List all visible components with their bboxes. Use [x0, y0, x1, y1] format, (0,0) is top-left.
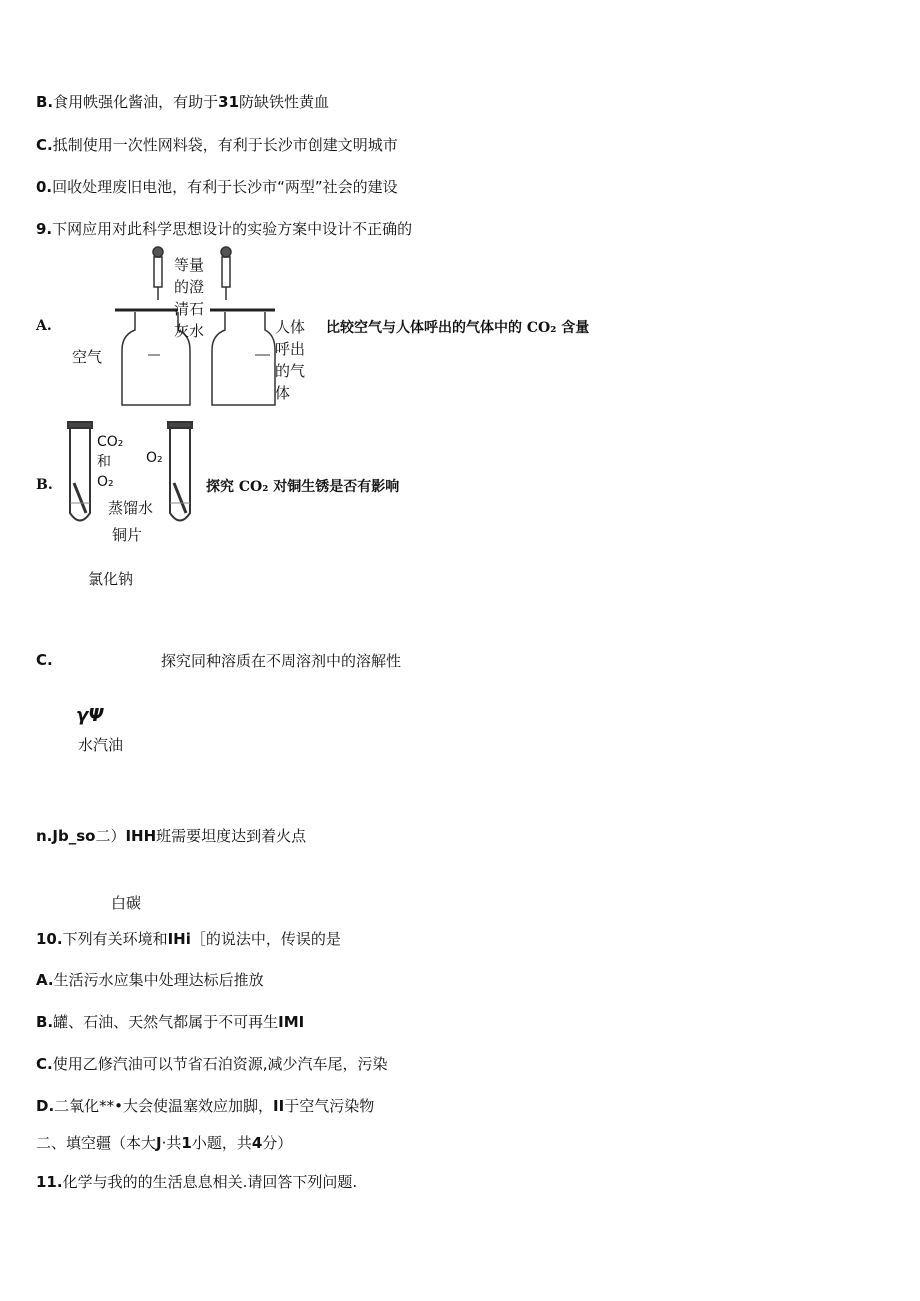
option-d-text: 二） [95, 827, 126, 845]
dropper-label-line: 的澄 [174, 278, 205, 296]
q10-option-b [36, 1012, 304, 1032]
solvents-label: 水汽油 [78, 736, 124, 754]
right-gas-label: O₂ [146, 450, 163, 466]
question-10 [36, 929, 341, 949]
white-carbon-label: 白碳 [111, 894, 142, 912]
question-10-text: 下列有关环境和 [62, 930, 168, 948]
bottle-right-icon [212, 312, 275, 405]
q10-option-c-prefix: C. [36, 1055, 53, 1073]
distilled-water-label: 蒸馏水 [108, 499, 154, 517]
question-9 [36, 219, 412, 239]
question-11 [36, 1172, 357, 1192]
left-gas-line: O₂ [97, 474, 114, 490]
q10-option-d [36, 1096, 374, 1116]
test-tube-left-icon [70, 428, 90, 521]
q10-option-b-bold: IMI [278, 1013, 305, 1031]
question-10-tail: ［的说法中，传误的是 [190, 930, 341, 948]
question-10-number: 10. [36, 930, 63, 948]
q10-option-d-bold: II [273, 1097, 285, 1115]
left-gas-label [97, 432, 123, 492]
option-c-text: 抵制使用一次性网料袋，有利于长沙市创建文明城市 [52, 136, 398, 154]
dropper-label-line: 等量 [174, 256, 205, 274]
section-2-bold2: 1 [181, 1134, 192, 1152]
option-a-description: 比较空气与人体呼出的气体中的 CO₂ 含量 [326, 320, 590, 336]
option-d-bold: IHH [125, 827, 157, 845]
question-9-number: 9. [36, 220, 53, 238]
option-c-label: C. [36, 651, 53, 669]
q10-option-d-tail: 于空气污染物 [284, 1097, 375, 1115]
breath-label-line: 人体 [275, 318, 306, 336]
dropper-right-icon [221, 247, 231, 300]
section-2-tail: 分） [262, 1134, 293, 1152]
dropper-label [174, 254, 204, 342]
q10-option-d-text: 二氧化**•大会使温塞效应加脚， [54, 1097, 274, 1115]
option-c-description: 探究同种溶质在不周溶剂中的溶解性 [161, 652, 402, 670]
question-11-number: 11. [36, 1173, 63, 1191]
option-d-text: 回收处理废旧电池，有利于长沙市“两型”社会的建设 [52, 178, 398, 196]
option-a-label: A. [36, 318, 52, 334]
breath-label-line: 呼出 [275, 340, 306, 358]
option-d-diagram-line [36, 826, 306, 846]
option-b-tail: 防缺铁性黄血 [239, 93, 330, 111]
section-2-text: 二、填空疆（本大 [36, 1134, 157, 1152]
stopper-right-icon [168, 422, 192, 428]
section-2-mid2: 小题，共 [191, 1134, 252, 1152]
q10-option-d-prefix: D. [36, 1097, 55, 1115]
option-d-prefix: n.Jb_so [36, 827, 96, 845]
option-d-line [36, 177, 398, 197]
q10-option-a-text: 生活污水应集中处理达标后推放 [53, 971, 264, 989]
option-d-prefix: 0. [36, 178, 53, 196]
breath-label-line: 体 [275, 384, 291, 402]
dropper-label-line: 灰水 [174, 322, 205, 340]
air-label: 空气 [72, 348, 103, 366]
q10-option-b-text: 罐、石油、天然气都属于不可再生 [53, 1013, 279, 1031]
copper-label: 铜片 [112, 526, 143, 544]
option-b-description: 探究 CO₂ 对铜生锈是否有影响 [206, 479, 400, 495]
question-10-bold: IHi [167, 930, 191, 948]
option-b-prefix: B. [36, 93, 54, 111]
question-11-text: 化学与我的的生活息息相关.请回答下列问题. [62, 1173, 358, 1191]
test-tube-right-icon [170, 428, 190, 521]
q10-option-a [36, 970, 264, 990]
stopper-left-icon [68, 422, 92, 428]
option-d-tail: 班需要坦度达到着火点 [156, 827, 307, 845]
q10-option-b-prefix: B. [36, 1013, 54, 1031]
dropper-label-line: 清石 [174, 300, 205, 318]
copper-strip-right-icon [174, 483, 186, 513]
option-b-text: 食用帙强化酱油，有助于 [53, 93, 219, 111]
option-b-bold: 31 [218, 93, 240, 111]
symbol-text: γΨ [76, 705, 104, 726]
dropper-left-icon [153, 247, 163, 300]
breath-label-line: 的气 [275, 362, 306, 380]
section-2-mid: ·共 [161, 1134, 182, 1152]
q10-option-c-text: 使用乙修汽油可以节省石泊资源,减少汽车尾，污染 [52, 1055, 388, 1073]
option-b-label: B. [36, 477, 53, 493]
left-gas-line: CO₂ [97, 434, 124, 450]
copper-strip-left-icon [74, 483, 86, 513]
q10-option-c [36, 1054, 388, 1074]
section-2-bold3: 4 [251, 1134, 263, 1152]
sodium-chloride-label: 氯化钠 [88, 570, 134, 588]
question-9-text: 下网应用对此科学思想设计的实验方案中设计不正确的 [52, 220, 413, 238]
option-c-line [36, 135, 398, 155]
breath-label [275, 316, 305, 404]
section-2-bold1: J [156, 1134, 162, 1152]
section-2-heading [36, 1133, 292, 1153]
option-b-line [36, 92, 329, 112]
left-gas-line: 和 [97, 454, 111, 470]
q10-option-a-prefix: A. [36, 971, 54, 989]
option-c-prefix: C. [36, 136, 53, 154]
